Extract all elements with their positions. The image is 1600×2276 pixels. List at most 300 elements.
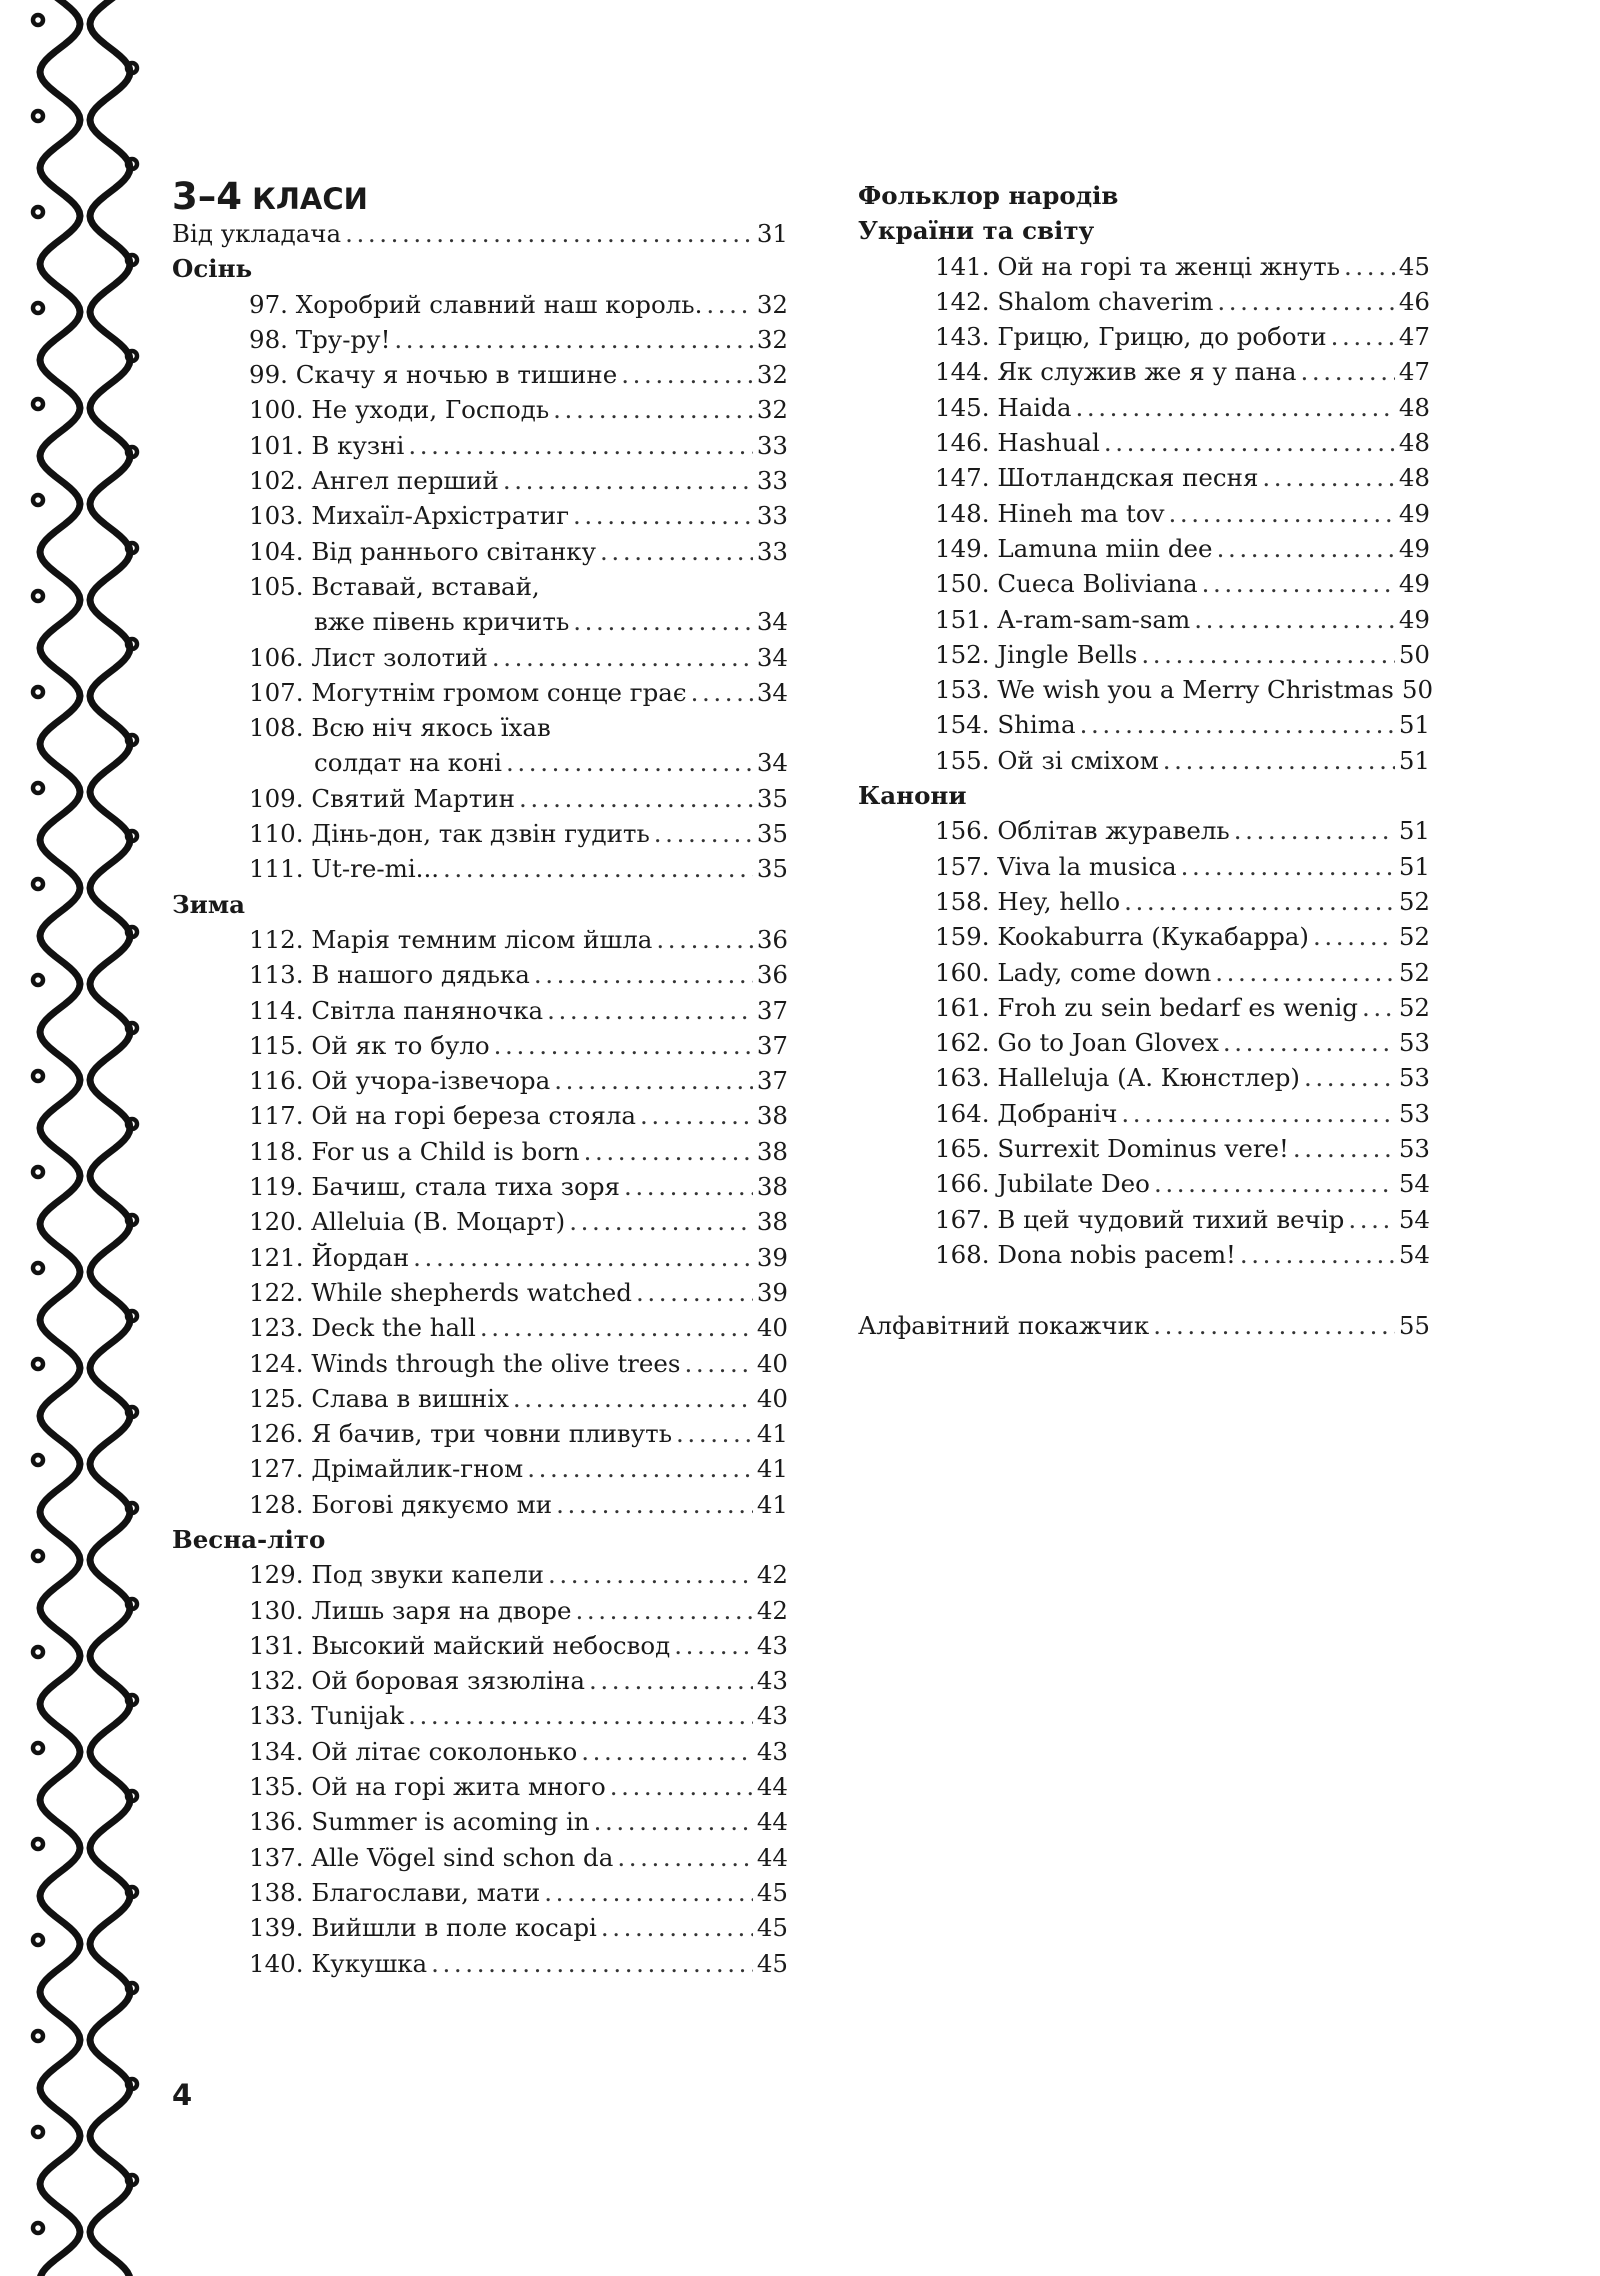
toc-entry-title: 152. Jingle Bells (935, 639, 1138, 669)
toc-entry[interactable] (858, 566, 1430, 601)
toc-entry-title: 123. Deck the hall (249, 1313, 476, 1343)
toc-entry-title: 142. Shalom chaverim (935, 286, 1214, 316)
dot-leader (684, 1346, 752, 1381)
toc-entry[interactable] (172, 1698, 788, 1733)
toc-entry-page: 44 (756, 1842, 788, 1872)
border-dot (33, 1839, 43, 1849)
dot-leader (654, 816, 753, 851)
border-dot (33, 1743, 43, 1753)
toc-entry-page: 43 (756, 1736, 788, 1766)
toc-entry[interactable] (172, 1451, 788, 1486)
toc-entry[interactable] (858, 919, 1430, 954)
toc-entry-page: 45 (756, 1877, 788, 1907)
dot-leader (636, 1275, 753, 1310)
toc-entry-page: 38 (756, 1172, 788, 1202)
toc-entry-page: 49 (1398, 569, 1430, 599)
dot-leader (492, 640, 753, 675)
toc-entry-page: 47 (1398, 322, 1430, 352)
toc-entry-page: 51 (1398, 816, 1430, 846)
toc-entry-page: 37 (756, 995, 788, 1025)
toc-entry-page: 41 (756, 1489, 788, 1519)
toc-entry[interactable] (172, 745, 788, 780)
section-heading: Осінь (172, 254, 253, 284)
toc-entry-title: 111. Ut-re-mi... (249, 854, 440, 884)
border-dot (33, 15, 43, 25)
toc-entry-page: 53 (1398, 1063, 1430, 1093)
toc-entry-page: 40 (756, 1313, 788, 1343)
toc-entry-page: 37 (756, 1030, 788, 1060)
toc-entry-page: 36 (756, 960, 788, 990)
dot-leader (1202, 566, 1395, 601)
toc-entry-page: 43 (756, 1630, 788, 1660)
toc-entry-page: 51 (1398, 851, 1430, 881)
toc-entry-page: 34 (756, 677, 788, 707)
toc-entry-title: 151. A-ram-sam-sam (935, 604, 1191, 634)
toc-entry[interactable] (858, 390, 1430, 425)
toc-entry[interactable] (172, 322, 788, 357)
border-dot (33, 1647, 43, 1657)
toc-entry-title: 162. Go to Joan Glovex (935, 1028, 1219, 1058)
toc-entry-title: 100. Не уходи, Господь (249, 395, 550, 425)
dot-leader (513, 1381, 753, 1416)
dot-leader (494, 1028, 753, 1063)
border-wave-2 (90, 0, 130, 2276)
toc-entry-title: 109. Святий Мартин (249, 783, 515, 813)
toc-entry-page: 34 (756, 748, 788, 778)
dot-leader (573, 604, 753, 639)
toc-entry[interactable] (172, 1804, 788, 1839)
toc-entry-page: 33 (756, 536, 788, 566)
dot-leader (431, 1946, 753, 1981)
toc-entry[interactable] (172, 1240, 788, 1275)
dot-leader (674, 1628, 753, 1663)
toc-entry-title: 144. Як служив же я у пана (935, 357, 1297, 387)
border-wave-1 (40, 0, 80, 2276)
toc-entry-page: 33 (756, 501, 788, 531)
toc-entry-title: 104. Від раннього світанку (249, 536, 597, 566)
toc-entry[interactable] (858, 743, 1430, 778)
toc-entry-page: 44 (756, 1772, 788, 1802)
page-number: 4 (172, 2078, 193, 2112)
left-sections (172, 251, 788, 1981)
toc-entry-page: 40 (756, 1383, 788, 1413)
dot-leader (569, 1204, 753, 1239)
toc-entry-title: 153. We wish you a Merry Christmas (935, 675, 1394, 705)
toc-entry-title: 146. Hashual (935, 428, 1100, 458)
toc-entry-page: 42 (756, 1560, 788, 1590)
dot-leader (1223, 1025, 1395, 1060)
section-heading: Весна-літо (172, 1524, 326, 1554)
toc-entry-title: 136. Summer is acoming in (249, 1807, 590, 1837)
border-dot (33, 591, 43, 601)
toc-entry[interactable] (172, 1734, 788, 1769)
dot-leader (1080, 707, 1395, 742)
toc-entry-title: 132. Ой боровая зязюлiна (249, 1666, 585, 1696)
toc-entry[interactable] (172, 1769, 788, 1804)
toc-right-column (858, 178, 1434, 1343)
border-dot (33, 1359, 43, 1369)
toc-entry[interactable] (172, 1098, 788, 1133)
toc-entry-page: 39 (756, 1242, 788, 1272)
border-dot (33, 687, 43, 697)
toc-entry-title: 105. Вставай, вставай, (249, 571, 540, 601)
toc-entry[interactable] (858, 1025, 1430, 1060)
toc-entry-page: 53 (1398, 1098, 1430, 1128)
toc-entry-page: 52 (1398, 886, 1430, 916)
toc-entry[interactable] (172, 1134, 788, 1169)
toc-entry-page: 32 (756, 360, 788, 390)
toc-entry-page: 51 (1398, 710, 1430, 740)
spacer (858, 1272, 1430, 1307)
toc-entry-title: Алфавітний покажчик (858, 1310, 1150, 1340)
toc-entry[interactable] (172, 1346, 788, 1381)
toc-entry-title: 150. Cueca Boliviana (935, 569, 1198, 599)
dot-leader (480, 1310, 753, 1345)
toc-entry-page: 54 (1398, 1169, 1430, 1199)
toc-entry[interactable] (858, 1237, 1430, 1272)
toc-entry-page: 43 (756, 1666, 788, 1696)
toc-entry[interactable] (858, 1131, 1430, 1166)
toc-entry-page: 41 (756, 1454, 788, 1484)
toc-entry-title: 140. Кукушка (249, 1948, 428, 1978)
decorative-border (0, 0, 170, 2276)
toc-entry[interactable] (172, 428, 788, 463)
toc-entry-title: 145. Haida (935, 392, 1072, 422)
toc-entry-title: 160. Lady, come down (935, 957, 1212, 987)
border-dot (33, 1167, 43, 1177)
toc-entry[interactable] (172, 1663, 788, 1698)
toc-entry-page: 42 (756, 1595, 788, 1625)
dot-leader (573, 498, 753, 533)
toc-entry[interactable] (172, 1628, 788, 1663)
toc-entry-title: 143. Грицю, Грицю, до роботи (935, 322, 1327, 352)
section-heading: Фольклор народів (858, 181, 1119, 210)
toc-entry-page: 45 (756, 1913, 788, 1943)
dot-leader (527, 1451, 753, 1486)
toc-entry-title: 157. Viva la musica (935, 851, 1177, 881)
toc-entry[interactable] (172, 1875, 788, 1910)
border-dot (33, 2127, 43, 2137)
toc-entry-title: вже півень кричить (314, 607, 570, 637)
toc-entry[interactable] (172, 993, 788, 1028)
toc-entry[interactable] (858, 849, 1430, 884)
toc-entry-title: 99. Скачу я ночью в тишине (249, 360, 618, 390)
toc-entry-intro[interactable] (172, 216, 788, 251)
toc-entry-title: солдат на коні (314, 748, 503, 778)
dot-leader (1362, 990, 1395, 1025)
toc-entry-page: 37 (756, 1066, 788, 1096)
toc-entry[interactable] (172, 1204, 788, 1239)
toc-entry-page: 32 (756, 395, 788, 425)
toc-entry[interactable] (858, 249, 1430, 284)
dot-leader (706, 287, 752, 322)
dot-leader (503, 463, 753, 498)
toc-entry[interactable] (172, 1063, 788, 1098)
dot-leader (589, 1663, 753, 1698)
toc-entry[interactable] (172, 640, 788, 675)
toc-entry[interactable] (858, 813, 1430, 848)
toc-entry-page: 44 (756, 1807, 788, 1837)
toc-entry[interactable] (858, 990, 1430, 1025)
toc-entry[interactable] (858, 672, 1434, 707)
dot-leader (1348, 1202, 1394, 1237)
dot-leader (581, 1734, 753, 1769)
toc-entry-title: 155. Ой зі сміхом (935, 745, 1159, 775)
toc-entry[interactable] (172, 710, 788, 745)
toc-entry-page: 45 (756, 1948, 788, 1978)
dot-leader (556, 1487, 753, 1522)
toc-entry-page: 53 (1398, 1134, 1430, 1164)
toc-entry-title: 106. Лист золотий (249, 642, 488, 672)
toc-entry[interactable] (858, 1060, 1430, 1095)
dot-leader (408, 428, 752, 463)
toc-entry-title: 138. Благослави, мати (249, 1877, 541, 1907)
toc-entry-title: 148. Hineh ma tov (935, 498, 1165, 528)
toc-entry[interactable] (172, 604, 788, 639)
toc-entry[interactable] (172, 1381, 788, 1416)
right-sections (858, 178, 1434, 1272)
border-dot (33, 1263, 43, 1273)
section-heading: Канони (858, 781, 967, 811)
toc-entry[interactable] (172, 287, 788, 322)
toc-entry-title: 118. For us a Child is born (249, 1136, 580, 1166)
border-dot (33, 1455, 43, 1465)
toc-entry[interactable] (172, 1275, 788, 1310)
border-dot (33, 879, 43, 889)
toc-entry[interactable] (172, 922, 788, 957)
toc-entry-page: 33 (756, 466, 788, 496)
toc-entry-title: 126. Я бачив, три човни пливуть (249, 1419, 673, 1449)
dot-leader (1217, 284, 1394, 319)
toc-entry-title: 131. Высокий майский небосвод (249, 1630, 671, 1660)
toc-entry-title: 129. Под звуки капели (249, 1560, 544, 1590)
toc-entry[interactable] (172, 1910, 788, 1945)
dot-leader (1217, 531, 1395, 566)
toc-entry-page: 49 (1398, 604, 1430, 634)
dot-leader (1181, 849, 1395, 884)
toc-entry-title: 167. В цей чудовий тихий вечір (935, 1204, 1345, 1234)
toc-entry[interactable] (172, 957, 788, 992)
toc-entry-title: 107. Могутнім громом сонце грає (249, 677, 687, 707)
dot-leader (601, 1910, 753, 1945)
toc-entry-title: 159. Kookaburra (Кукабарра) (935, 922, 1309, 952)
toc-entry-title: 121. Йордан (249, 1242, 410, 1272)
toc-entry[interactable] (172, 392, 788, 427)
toc-entry-title: 114. Світла паняночка (249, 995, 544, 1025)
toc-entry[interactable] (172, 781, 788, 816)
toc-entry[interactable] (858, 884, 1430, 919)
dot-leader (1215, 955, 1395, 990)
toc-entry-page: 46 (1398, 286, 1430, 316)
toc-entry-page: 51 (1398, 745, 1430, 775)
dot-leader (1304, 1060, 1395, 1095)
toc-entry-title: 101. В кузні (249, 430, 405, 460)
toc-entry-page: 49 (1398, 533, 1430, 563)
dot-leader (443, 851, 753, 886)
toc-entry-title: 149. Lamuna miin dee (935, 533, 1213, 563)
dot-leader (394, 322, 752, 357)
toc-entry[interactable] (172, 1946, 788, 1981)
dot-leader (1234, 813, 1395, 848)
dot-leader (519, 781, 753, 816)
dot-leader (621, 357, 753, 392)
grade-title-number: 3–4 (172, 175, 242, 218)
toc-entry-title: 113. В нашого дядька (249, 960, 530, 990)
toc-entry-page: 38 (756, 1101, 788, 1131)
toc-entry-index[interactable] (858, 1308, 1430, 1343)
toc-entry-title: 103. Михаїл-Архістратиг (249, 501, 570, 531)
toc-entry-title: 102. Ангел перший (249, 466, 499, 496)
toc-entry-title: 139. Вийшли в поле косарі (249, 1913, 597, 1943)
toc-entry-page: 53 (1398, 1028, 1430, 1058)
border-dot (33, 1071, 43, 1081)
toc-entry-page: 32 (756, 324, 788, 354)
dot-leader (1153, 1308, 1395, 1343)
toc-entry[interactable] (172, 498, 788, 533)
toc-entry-page: 34 (756, 607, 788, 637)
toc-entry[interactable] (172, 1310, 788, 1345)
toc-entry[interactable] (172, 1416, 788, 1451)
grade-title (172, 175, 788, 218)
toc-entry-title: 119. Бачиш, стала тиха зоря (249, 1172, 621, 1202)
toc-entry[interactable] (858, 354, 1430, 389)
dot-leader (584, 1134, 753, 1169)
dot-leader (676, 1416, 753, 1451)
toc-entry-page: 55 (1398, 1310, 1430, 1340)
dot-leader (1331, 319, 1395, 354)
dot-leader (1194, 602, 1395, 637)
toc-entry-title: 116. Ой учора-ізвечора (249, 1066, 551, 1096)
toc-entry-page: 52 (1398, 992, 1430, 1022)
toc-entry-page: 49 (1398, 498, 1430, 528)
dot-leader (413, 1240, 753, 1275)
toc-entry[interactable] (172, 1487, 788, 1522)
toc-entry-title: 168. Dona nobis pacem! (935, 1239, 1236, 1269)
dot-leader (1163, 743, 1395, 778)
dot-leader (1301, 354, 1395, 389)
dot-leader (553, 392, 753, 427)
toc-entry[interactable] (172, 534, 788, 569)
toc-entry-title: 127. Дрімайлик-гном (249, 1454, 524, 1484)
toc-entry-title: 147. Шотландская песня (935, 463, 1259, 493)
toc-entry[interactable] (858, 955, 1430, 990)
toc-entry-page: 54 (1398, 1239, 1430, 1269)
dot-leader (624, 1169, 753, 1204)
toc-entry-title: 166. Jubilate Deo (935, 1169, 1150, 1199)
dot-leader (544, 1875, 753, 1910)
dot-leader (600, 534, 753, 569)
dot-leader (554, 1063, 753, 1098)
toc-entry[interactable] (172, 569, 788, 604)
toc-entry-title: 154. Shima (935, 710, 1076, 740)
dot-leader (345, 216, 753, 251)
toc-entry-page: 35 (756, 783, 788, 813)
toc-entry[interactable] (858, 531, 1430, 566)
toc-entry[interactable] (858, 707, 1430, 742)
dot-leader (408, 1698, 753, 1733)
toc-entry-title: 117. Ой на горі береза стояла (249, 1101, 636, 1131)
toc-entry[interactable] (858, 319, 1430, 354)
toc-entry[interactable] (172, 463, 788, 498)
toc-entry-title: 120. Alleluia (В. Моцарт) (249, 1207, 566, 1237)
dot-leader (1293, 1131, 1395, 1166)
toc-entry-page: 40 (756, 1348, 788, 1378)
toc-entry-page: 52 (1398, 957, 1430, 987)
dot-leader (534, 957, 753, 992)
border-dot (33, 975, 43, 985)
dot-leader (547, 993, 753, 1028)
toc-entry-page: 50 (1398, 639, 1430, 669)
border-dot (33, 399, 43, 409)
dot-leader (617, 1840, 752, 1875)
toc-entry-title: 156. Облітав журавель (935, 816, 1230, 846)
toc-entry-title: 108. Всю ніч якось їхав (249, 713, 551, 743)
toc-entry-page: 38 (756, 1207, 788, 1237)
toc-entry[interactable] (172, 1169, 788, 1204)
dot-leader (575, 1593, 752, 1628)
toc-entry[interactable] (172, 1593, 788, 1628)
toc-entry-page: 48 (1398, 463, 1430, 493)
toc-entry[interactable] (858, 1166, 1430, 1201)
toc-entry-title: 128. Богові дякуємо ми (249, 1489, 553, 1519)
border-dot (33, 1935, 43, 1945)
toc-entry[interactable] (858, 1202, 1430, 1237)
toc-entry[interactable] (172, 1557, 788, 1592)
toc-entry-page: 39 (756, 1277, 788, 1307)
border-dot (33, 303, 43, 313)
toc-entry-title: 141. Ой на горі та женці жнуть (935, 251, 1341, 281)
toc-entry[interactable] (172, 851, 788, 886)
toc-entry-page: 54 (1398, 1204, 1430, 1234)
dot-leader (1168, 496, 1394, 531)
toc-entry[interactable] (172, 1840, 788, 1875)
toc-entry-title: 115. Ой як то було (249, 1030, 490, 1060)
dot-leader (1344, 249, 1395, 284)
toc-entry-page: 35 (756, 854, 788, 884)
toc-entry-title: 130. Лишь заря на дворе (249, 1595, 572, 1625)
toc-entry-page: 45 (1398, 251, 1430, 281)
toc-entry[interactable] (858, 460, 1430, 495)
toc-entry-title: 98. Тру-ру! (249, 324, 391, 354)
toc-entry-title: 164. Добраніч (935, 1098, 1118, 1128)
border-dot (33, 495, 43, 505)
toc-entry[interactable] (172, 357, 788, 392)
toc-entry[interactable] (172, 675, 788, 710)
toc-entry[interactable] (858, 425, 1430, 460)
toc-entry[interactable] (858, 284, 1430, 319)
section-heading: України та світу (858, 216, 1095, 246)
toc-entry-page: 33 (756, 430, 788, 460)
dot-leader (1313, 919, 1395, 954)
dot-leader (1154, 1166, 1395, 1201)
border-dot (33, 783, 43, 793)
toc-entry[interactable] (172, 816, 788, 851)
toc-entry-title: 125. Слава в вишніх (249, 1383, 509, 1413)
toc-entry[interactable] (858, 496, 1430, 531)
dot-leader (1075, 390, 1394, 425)
toc-entry-title: 110. Дінь-дон, так дзвін гудить (249, 819, 650, 849)
toc-entry[interactable] (858, 637, 1430, 672)
dot-leader (1121, 1096, 1394, 1131)
dot-leader (1104, 425, 1395, 460)
toc-entry[interactable] (858, 1096, 1430, 1131)
toc-entry[interactable] (858, 602, 1430, 637)
dot-leader (1262, 460, 1394, 495)
toc-entry-title: 163. Halleluja (А. Кюнстлер) (935, 1063, 1300, 1093)
toc-entry-title: 161. Froh zu sein bedarf es wenig (935, 992, 1358, 1022)
border-dot (33, 111, 43, 121)
toc-entry[interactable] (172, 1028, 788, 1063)
